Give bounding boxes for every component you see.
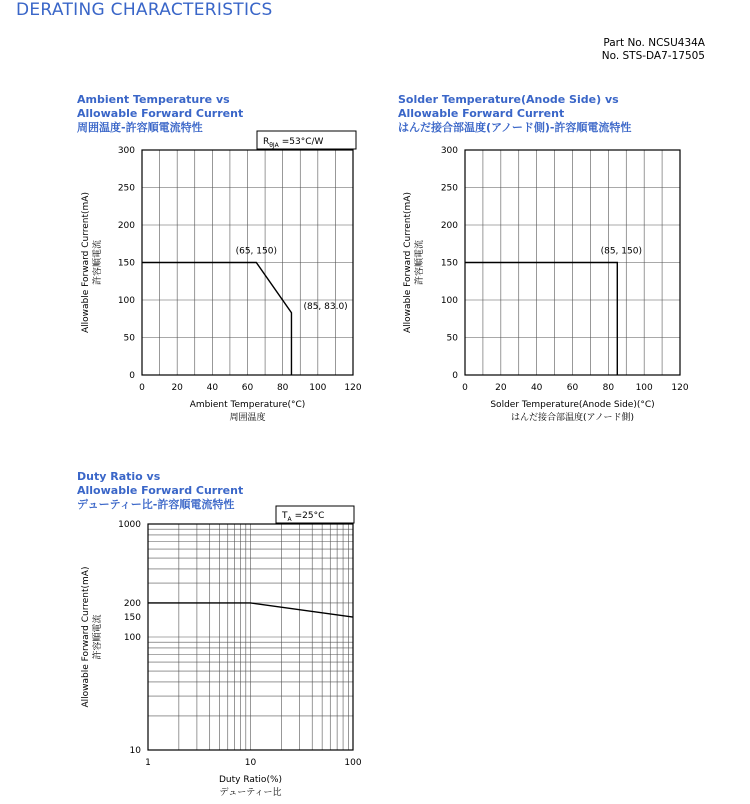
chart-2-title-line-2: Allowable Forward Current [398,107,565,120]
document-number: No. STS-DA7-17505 [601,50,705,62]
chart-3-title-line-2: Allowable Forward Current [77,484,244,497]
y-tick-label: 300 [440,146,458,156]
x-tick-label: 120 [671,383,689,393]
chart-1 [81,131,362,423]
y-axis-label-jp: 許容順電流 [415,239,425,286]
x-tick-label: 10 [244,758,257,768]
y-tick-label: 0 [452,371,458,381]
x-tick-label: 80 [602,383,615,393]
x-axis-label-jp: デューティー比 [219,788,282,798]
x-tick-label: 40 [530,383,543,393]
x-tick-label: 100 [309,383,327,393]
part-number: Part No. NCSU434A [603,37,705,49]
y-tick-label: 200 [117,221,135,231]
chart-2-title-line-3: はんだ接合部温度(アノード側)-許容順電流特性 [398,121,632,134]
series-line [142,263,291,376]
chart-1-title-line-3: 周囲温度-許容順電流特性 [77,121,203,134]
x-tick-label: 0 [462,383,468,393]
x-axis-label: Solder Temperature(Anode Side)(°C) [490,400,655,410]
y-tick-label: 100 [123,633,141,643]
y-tick-label: 200 [123,598,141,609]
x-tick-label: 60 [241,383,254,393]
y-axis-label-jp: 許容順電流 [93,614,103,660]
x-axis-label: Ambient Temperature(°C) [189,400,306,410]
y-tick-label: 150 [440,258,458,269]
y-axis-label: Allowable Forward Current(mA) [403,192,413,333]
x-tick-label: 80 [276,383,289,393]
chart-1-title-line-2: Allowable Forward Current [77,107,244,120]
y-tick-label: 250 [440,183,458,194]
chart-3-grid [148,524,353,750]
y-axis-label: Allowable Forward Current(mA) [81,192,91,333]
x-axis-label: Duty Ratio(%) [218,775,283,785]
chart-3-title-line-3: デューティー比-許容順電流特性 [77,498,235,511]
x-tick-label: 1 [145,758,151,768]
y-tick-label: 50 [123,333,135,344]
y-tick-label: 100 [117,296,135,306]
condition-box-text: $R_{\theta JA} =53^\circ C/W$ [263,137,324,149]
data-annotation: (85, 150) [600,246,642,257]
x-tick-label: 100 [635,383,653,393]
chart-3 [81,506,362,798]
y-tick-label: 0 [129,371,135,381]
chart-1-title-line-1: Ambient Temperature vs [77,93,230,106]
chart-2-title-line-1: Solder Temperature(Anode Side) vs [398,93,619,106]
y-tick-label: 1000 [118,520,141,530]
series-line [465,263,617,376]
data-annotation: (65, 150) [235,246,277,257]
y-tick-label: 100 [440,296,458,306]
y-axis-label-jp: 許容順電流 [93,239,103,286]
y-tick-label: 50 [446,333,458,344]
chart-2 [403,146,689,423]
y-tick-label: 150 [123,613,141,624]
x-tick-label: 20 [171,383,183,393]
condition-box-text: $T_A =25^\circ C$ [282,511,325,523]
y-axis-label: Allowable Forward Current(mA) [81,566,91,708]
condition-box [257,131,356,149]
x-tick-label: 60 [566,383,579,393]
x-tick-label: 40 [206,383,219,393]
page-title: DERATING CHARACTERISTICS [16,0,273,20]
y-tick-label: 10 [129,746,141,756]
x-tick-label: 120 [344,383,362,393]
y-tick-label: 250 [117,183,135,194]
chart-3-title-line-1: Duty Ratio vs [77,470,161,483]
y-tick-label: 300 [117,146,135,156]
data-annotation: (85, 83.0) [303,301,348,312]
x-tick-label: 100 [344,758,362,768]
y-tick-label: 200 [440,221,458,231]
x-tick-label: 20 [495,383,507,393]
x-tick-label: 0 [139,383,145,393]
x-axis-label-jp: 周囲温度 [229,413,266,423]
condition-box [276,506,354,523]
x-axis-label-jp: はんだ接合部温度(アノード側) [510,413,635,423]
y-tick-label: 150 [117,258,135,269]
